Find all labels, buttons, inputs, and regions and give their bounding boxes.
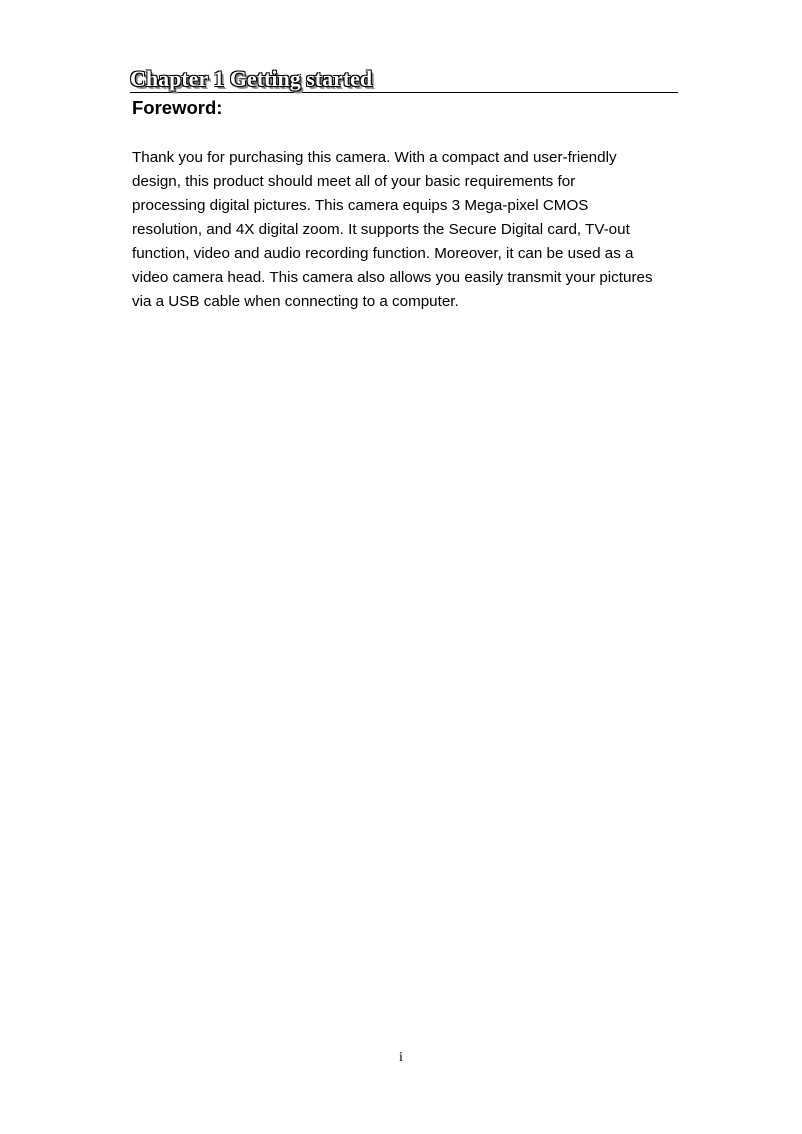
- section-heading: Foreword:: [132, 97, 223, 118]
- chapter-heading: [130, 64, 678, 93]
- paragraph-line: via a USB cable when connecting to a computer.: [132, 293, 459, 310]
- paragraph-line: video camera head. This camera also allows you easily transmit your pictures: [132, 269, 653, 286]
- paragraph-line: processing digital pictures. This camera equips 3 Mega-pixel CMOS: [132, 197, 589, 214]
- paragraph-line: Thank you for purchasing this camera. With a compact and user-friendly: [132, 149, 617, 166]
- paragraph-line: function, video and audio recording function. Moreover, it can be used as a: [132, 245, 634, 262]
- paragraph-line: resolution, and 4X digital zoom. It supports the Secure Digital card, TV-out: [132, 221, 630, 238]
- paragraph-line: design, this product should meet all of your basic requirements for: [132, 173, 576, 190]
- page-number: i: [399, 1050, 403, 1065]
- foreword-paragraph: [132, 146, 702, 314]
- chapter-title: Chapter 1 Getting started: [130, 66, 373, 91]
